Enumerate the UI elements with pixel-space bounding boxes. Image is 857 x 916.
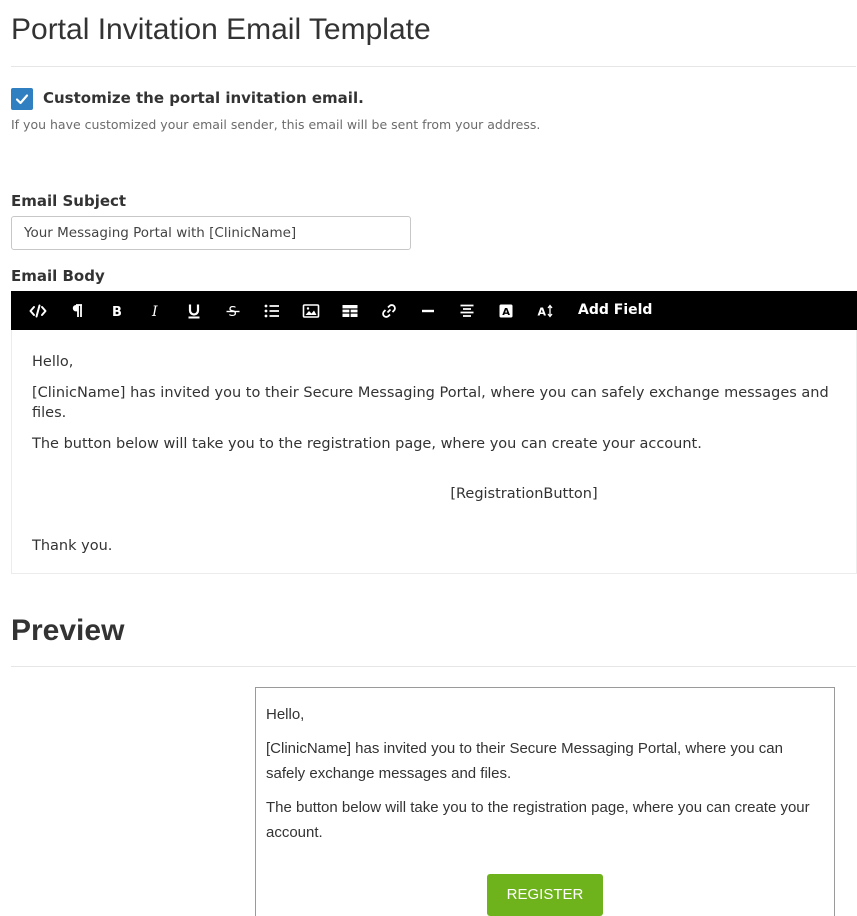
customize-help-text: If you have customized your email sender, this email will be sent from your address.: [11, 117, 541, 132]
align-center-icon[interactable]: [447, 291, 486, 330]
svg-text:A: A: [501, 306, 510, 318]
title-divider: [11, 66, 856, 67]
email-preview: [255, 687, 835, 916]
preview-line-1: [ClinicName] has invited you to their Secure Messaging Portal, where you can safely exchange messages and files.: [266, 740, 783, 782]
code-view-icon[interactable]: [18, 291, 57, 330]
svg-text:I: I: [151, 303, 158, 320]
customize-label[interactable]: Customize the portal invitation email.: [43, 89, 364, 107]
horizontal-line-icon[interactable]: [408, 291, 447, 330]
link-icon[interactable]: [369, 291, 408, 330]
editor-line-1: [ClinicName] has invited you to their Secure Messaging Portal, where you can safely exchange messages and files.: [32, 385, 829, 421]
editor-line-2: The button below will take you to the registration page, where you can create your account.: [32, 436, 702, 452]
image-icon[interactable]: [291, 291, 330, 330]
preview-line-2: The button below will take you to the registration page, where you can create your account.: [266, 799, 810, 841]
register-button[interactable]: REGISTER: [487, 874, 604, 916]
table-icon[interactable]: [330, 291, 369, 330]
editor-registration-button-placeholder: [RegistrationButton]: [450, 486, 598, 502]
preview-hello-text: Hello,: [266, 706, 305, 723]
editor-hello-text: Hello,: [32, 354, 74, 370]
preview-title: Preview: [11, 614, 125, 647]
register-button-wrap: [266, 874, 824, 916]
editor-toolbar: [11, 291, 857, 330]
email-subject-label: Email Subject: [11, 192, 127, 210]
paragraph-icon[interactable]: [57, 291, 96, 330]
underline-icon[interactable]: [174, 291, 213, 330]
email-subject-input[interactable]: [11, 216, 411, 250]
svg-text:A: A: [537, 305, 546, 318]
font-size-icon[interactable]: [525, 291, 564, 330]
svg-text:B: B: [111, 304, 122, 320]
bullet-list-icon[interactable]: [252, 291, 291, 330]
svg-text:S: S: [228, 304, 237, 320]
bold-icon[interactable]: [96, 291, 135, 330]
email-body-editor[interactable]: [11, 330, 857, 574]
preview-divider: [11, 666, 856, 667]
email-body-label: Email Body: [11, 267, 105, 285]
strikethrough-icon[interactable]: [213, 291, 252, 330]
text-color-icon[interactable]: [486, 291, 525, 330]
add-field-button[interactable]: Add Field: [578, 302, 653, 318]
checkmark-icon: [15, 92, 29, 106]
editor-thanks-text: Thank you.: [32, 538, 113, 554]
page-title: Portal Invitation Email Template: [11, 13, 431, 46]
italic-icon[interactable]: [135, 291, 174, 330]
customize-checkbox[interactable]: [11, 88, 33, 110]
